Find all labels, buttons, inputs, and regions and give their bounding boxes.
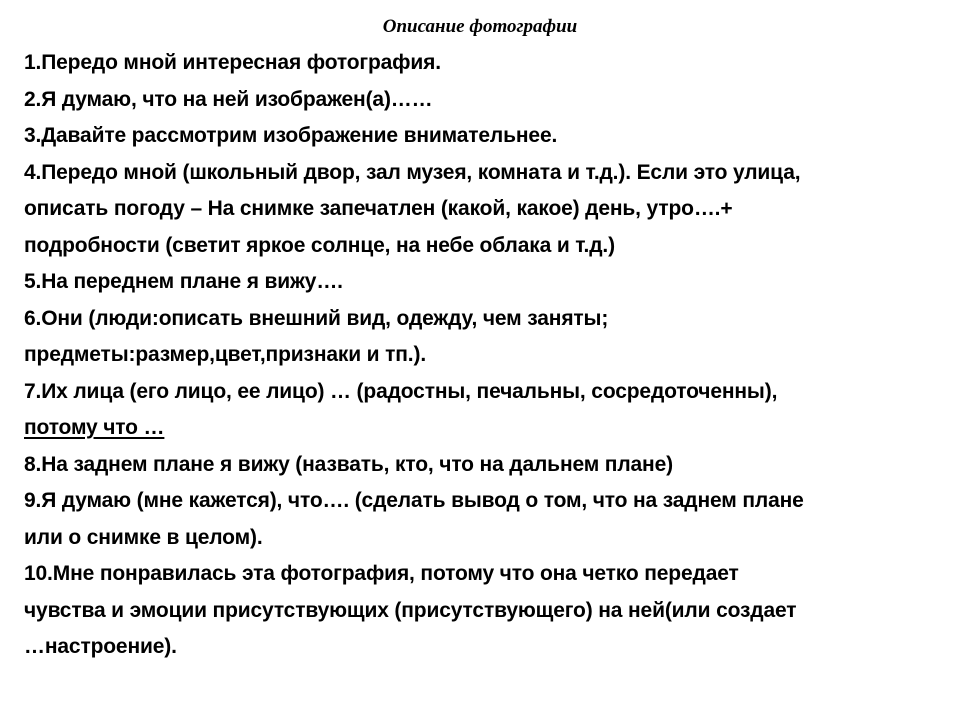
underlined-phrase: потому что … — [24, 416, 165, 439]
text-line: 9.Я думаю (мне кажется), что…. (сделать вывод о том, что на заднем плане — [24, 489, 804, 512]
text-line: 1.Передо мной интересная фотография. — [24, 51, 441, 74]
text-line: или о снимке в целом). — [24, 525, 263, 549]
underlined-text-line — [24, 410, 948, 447]
text-line: 8.На заднем плане я вижу (назвать, кто, что на дальнем плане) — [24, 452, 673, 476]
text-line: подробности (светит яркое солнце, на небе облака и т.д.) — [24, 233, 615, 257]
text-line: 10.Мне понравилась эта фотография, потому что она четко передает — [24, 562, 739, 585]
text-line: описать погоду – На снимке запечатлен (какой, какое) день, утро….+ — [24, 197, 733, 220]
text-line: 2.Я думаю, что на ней изображен(а)…… — [24, 87, 433, 111]
text-line: 3.Давайте рассмотрим изображение внимательнее. — [24, 124, 558, 147]
document-title: Описание фотографии — [382, 16, 578, 37]
text-line: 6.Они (люди:описать внешний вид, одежду, чем заняты; — [24, 306, 609, 330]
text-line: 5.На переднем плане я вижу…. — [24, 270, 343, 293]
text-line: 4.Передо мной (школьный двор, зал музея, комната и т.д.). Если это улица, — [24, 160, 801, 184]
text-line: …настроение). — [24, 635, 177, 658]
text-line: предметы:размер,цвет,признаки и тп.). — [24, 343, 427, 366]
document-body — [24, 45, 948, 666]
text-line: 7.Их лица (его лицо, ее лицо) … (радостны, печальны, сосредоточенны), — [24, 379, 778, 403]
text-line: чувства и эмоции присутствующих (присутствующего) на ней(или создает — [24, 598, 797, 622]
